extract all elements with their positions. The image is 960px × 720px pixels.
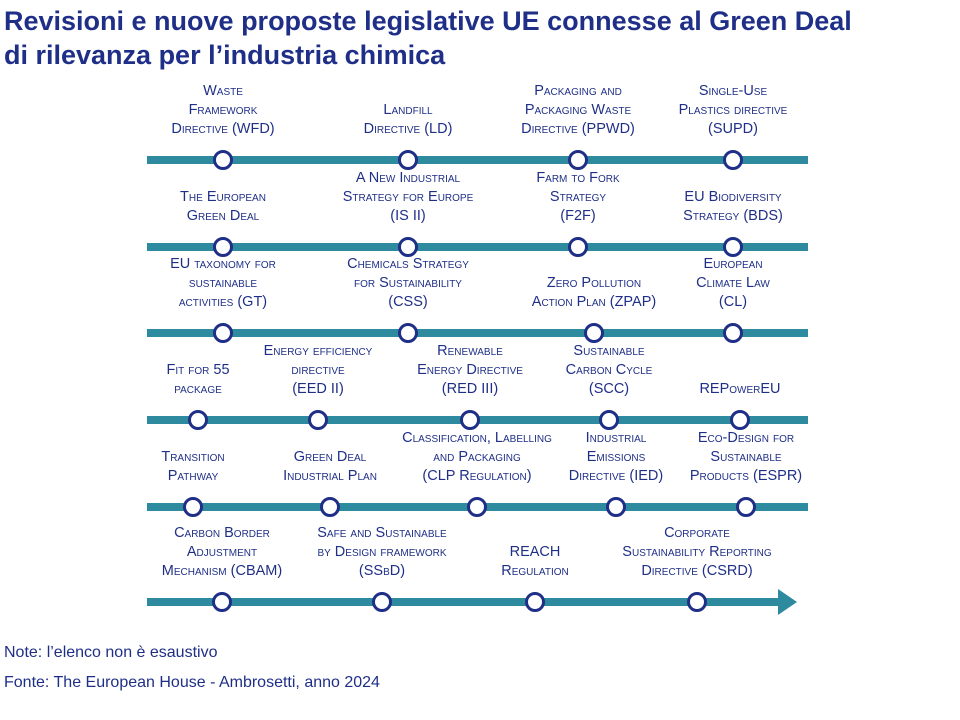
item-label — [501, 544, 569, 579]
timeline-item — [690, 430, 802, 516]
timeline-node — [185, 499, 202, 516]
timeline-item — [264, 343, 373, 429]
item-label-line: REACH — [509, 544, 561, 560]
item-label-line: Directive (IED) — [568, 468, 664, 484]
item-label — [162, 525, 282, 579]
timeline-node — [214, 594, 231, 611]
timeline-node — [527, 594, 544, 611]
item-label-line: Carbon Cycle — [565, 362, 653, 378]
item-label-line: (CSS) — [388, 294, 428, 310]
item-label-line: Adjustment — [186, 544, 258, 560]
item-label — [683, 189, 783, 224]
timeline-node — [322, 499, 339, 516]
item-label-line: Climate Law — [696, 275, 770, 291]
timeline-node — [586, 325, 603, 342]
item-label-line: Fit for 55 — [166, 362, 230, 378]
item-label-line: Industrial — [585, 430, 647, 446]
item-label-line: and Packaging — [433, 449, 521, 465]
item-label — [699, 381, 780, 397]
timeline-item — [162, 525, 282, 611]
item-label-line: Carbon Border — [174, 525, 270, 541]
item-label — [566, 343, 653, 397]
timeline-row — [147, 430, 808, 516]
item-label — [170, 256, 276, 310]
item-label-line: Sustainability Reporting — [622, 544, 772, 560]
item-label-line: Packaging Waste — [524, 102, 632, 118]
item-label-line: EU taxonomy for — [170, 256, 276, 272]
item-label-line: Industrial Plan — [283, 468, 377, 484]
item-label-line: Green Deal — [293, 449, 367, 465]
item-label-line: Waste — [203, 83, 243, 99]
item-label-line: Eco-Design for — [697, 430, 795, 446]
item-label — [622, 525, 772, 579]
timeline-item — [343, 170, 474, 256]
timeline-node — [215, 325, 232, 342]
item-label-line: (CL) — [718, 294, 748, 310]
item-label — [317, 525, 447, 579]
timeline-node — [190, 412, 207, 429]
item-label-line: Directive (CSRD) — [641, 563, 753, 579]
timeline-node — [570, 152, 587, 169]
timeline-node — [732, 412, 749, 429]
timeline-node — [608, 499, 625, 516]
timeline-row — [147, 83, 808, 169]
timeline-node — [310, 412, 327, 429]
item-label-line: (IS II) — [390, 208, 426, 224]
item-label-line: Strategy for Europe — [342, 189, 474, 205]
item-label — [347, 256, 469, 310]
item-label-line: Corporate — [664, 525, 730, 541]
item-label-line: Plastics directive — [678, 102, 788, 118]
page-title-line-2: di rilevanza per l’industria chimica — [4, 40, 446, 70]
item-label-line: package — [174, 381, 222, 397]
item-label-line: directive — [291, 362, 345, 378]
item-label-line: activities (GT) — [178, 294, 268, 310]
item-label-line: Classification, Labelling — [402, 430, 552, 446]
item-label-line: EU Biodiversity — [684, 189, 782, 205]
item-label-line: Green Deal — [186, 208, 260, 224]
item-label-line: Zero Pollution — [546, 275, 642, 291]
note-text: Note: l’elenco non è esaustivo — [4, 644, 218, 661]
item-label-line: Products (ESPR) — [689, 468, 803, 484]
item-label-line: for Sustainability — [354, 275, 462, 291]
item-label — [402, 430, 552, 484]
timeline-node — [469, 499, 486, 516]
item-label-line: (RED III) — [441, 381, 499, 397]
item-label — [180, 189, 266, 224]
item-label-line: Strategy — [549, 189, 607, 205]
item-label-line: (SUPD) — [708, 121, 758, 137]
timeline-node — [462, 412, 479, 429]
timeline-item — [569, 430, 663, 516]
item-label — [417, 343, 523, 397]
item-label — [536, 170, 620, 224]
item-label-line: Pathway — [167, 468, 219, 484]
item-label — [283, 449, 377, 484]
timeline-item — [317, 525, 447, 611]
item-label-line: (F2F) — [560, 208, 596, 224]
item-label-line: Emissions — [586, 449, 646, 465]
timeline-node — [725, 239, 742, 256]
item-label — [171, 83, 274, 137]
timeline-node — [374, 594, 391, 611]
item-label-line: Packaging and — [534, 83, 622, 99]
item-label — [679, 83, 788, 137]
item-label-line: Regulation — [501, 563, 569, 579]
page-title-line-1: Revisioni e nuove proposte legislative UE connesse al Green Deal — [4, 6, 852, 36]
timeline-item — [696, 256, 770, 342]
item-label-line: Energy Directive — [417, 362, 523, 378]
item-label-line: Transition — [161, 449, 225, 465]
timeline-item — [171, 83, 274, 169]
item-label-line: Sustainable — [710, 449, 782, 465]
item-label-line: Energy efficiency — [263, 343, 373, 359]
timeline-row — [147, 343, 808, 429]
item-label — [166, 362, 229, 397]
item-label — [696, 256, 770, 310]
item-label — [521, 83, 635, 137]
timeline-node — [215, 152, 232, 169]
timeline-row — [147, 170, 808, 256]
item-label-line: Safe and Sustainable — [317, 525, 447, 541]
item-label — [343, 170, 474, 224]
item-label — [690, 430, 802, 484]
timeline-node — [400, 239, 417, 256]
item-label-line: Strategy (BDS) — [683, 208, 783, 224]
item-label-line: Renewable — [437, 343, 503, 359]
item-label-line: Chemicals Strategy — [347, 256, 469, 272]
item-label-line: A New Industrial — [355, 170, 461, 186]
timeline-item — [521, 83, 635, 169]
item-label-line: Single-Use — [698, 83, 768, 99]
item-label — [364, 102, 453, 137]
item-label-line: (SSbD) — [358, 563, 406, 579]
timeline-node — [215, 239, 232, 256]
timeline-item — [679, 83, 788, 169]
item-label — [161, 449, 224, 484]
timeline-node — [725, 325, 742, 342]
item-label-line: Farm to Fork — [536, 170, 620, 186]
timeline-node — [601, 412, 618, 429]
item-label-line: Mechanism (CBAM) — [161, 563, 283, 579]
timeline-row — [147, 256, 808, 342]
item-label — [264, 343, 373, 397]
timeline-node — [738, 499, 755, 516]
timeline-item — [417, 343, 523, 429]
item-label-line: Directive (LD) — [363, 121, 453, 137]
timeline-node — [400, 325, 417, 342]
timeline-arrowhead — [778, 589, 797, 615]
item-label-line: Landfill — [383, 102, 433, 118]
timeline-node — [725, 152, 742, 169]
item-label-line: sustainable — [188, 275, 258, 291]
item-label-line: by Design framework — [317, 544, 447, 560]
source-text: Fonte: The European House - Ambrosetti, anno 2024 — [4, 674, 380, 691]
item-label-line: Sustainable — [573, 343, 645, 359]
item-label — [569, 430, 663, 484]
timeline-item — [622, 525, 772, 611]
timeline-item — [402, 430, 552, 516]
timeline-node — [689, 594, 706, 611]
item-label-line: (SCC) — [588, 381, 630, 397]
timeline-node — [400, 152, 417, 169]
item-label-line: REPowerEU — [699, 381, 781, 397]
timeline-item — [347, 256, 469, 342]
item-label-line: Framework — [188, 102, 258, 118]
timeline-item — [536, 170, 620, 256]
item-label-line: (EED II) — [292, 381, 344, 397]
item-label-line: Action Plan (ZPAP) — [531, 294, 657, 310]
item-label-line: Directive (WFD) — [171, 121, 275, 137]
item-label-line: (CLP Regulation) — [422, 468, 532, 484]
timeline-row — [147, 525, 797, 615]
timeline-item — [566, 343, 653, 429]
item-label — [532, 275, 656, 310]
item-label-line: Directive (PPWD) — [521, 121, 635, 137]
timeline-node — [570, 239, 587, 256]
item-label-line: The European — [180, 189, 266, 205]
item-label-line: European — [703, 256, 763, 272]
timeline-item — [170, 256, 276, 342]
